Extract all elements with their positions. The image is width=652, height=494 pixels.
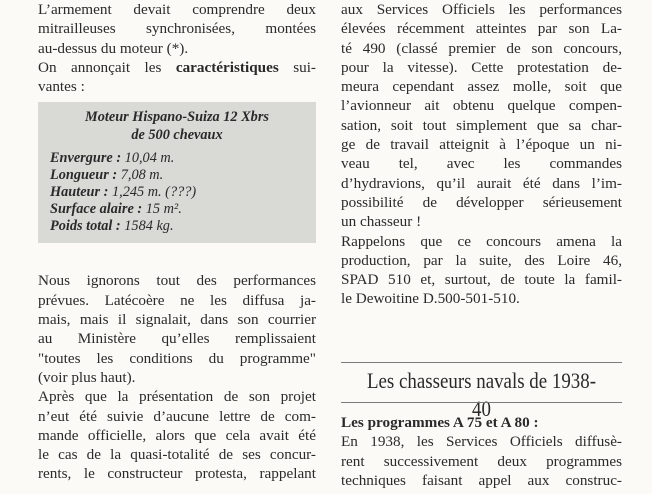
spec-label: Hauteur :: [50, 184, 109, 201]
right-column: [341, 0, 622, 309]
text-line: élevées récemment atteintes par son La-: [341, 20, 622, 38]
bold-term: caractéristiques: [175, 58, 279, 76]
spec-value: 7,08 m.: [117, 167, 164, 184]
section-divider-bottom: [341, 402, 622, 403]
paragraph-protest-continued: [341, 0, 622, 232]
paragraph-contest-result: [341, 232, 622, 309]
text-line: l’avionneur ait obtenu quelque compen-: [341, 97, 622, 115]
text-line: ge de travail atteignit à l’époque un ni-: [341, 136, 622, 154]
spec-label: Surface alaire :: [50, 201, 143, 218]
text-line: SPAD 510 et, surtout, de toute la famil-: [341, 271, 622, 289]
text-line: le cas de la quasi-totalité de ses concur-: [38, 446, 316, 464]
text-line: [38, 58, 316, 77]
text-line: mitrailleuses synchronisées, montées: [38, 20, 316, 38]
specifications-box: [38, 102, 316, 243]
text-line: rent successivement deux programmes: [341, 452, 622, 470]
spec-row-wing-area: [50, 201, 304, 218]
paragraph-armament: [38, 0, 316, 58]
subheading: Les programmes A 75 et A 80 :: [341, 414, 539, 431]
text-line: techniques faisant appel aux construc-: [341, 471, 622, 489]
text-fragment: sui-: [278, 58, 316, 76]
text-line: (voir plus haut).: [38, 368, 136, 386]
text-line: pour la vitesse). Cette protestation de-: [341, 58, 622, 76]
text-line: vantes :: [38, 78, 85, 96]
text-line: un chasseur !: [341, 213, 422, 231]
text-line: "toutes les conditions du programme": [38, 349, 316, 367]
spec-row-height: [50, 184, 304, 201]
section-divider-top: [341, 362, 622, 363]
paragraph-performances: [38, 271, 316, 387]
text-line: veau tel, avec les commandes: [341, 155, 622, 173]
text-line: aux Services Officiels les performances: [341, 1, 622, 18]
spec-row-span: [50, 150, 304, 167]
text-line: L’armement devait comprendre deux: [38, 1, 316, 18]
text-line: n’eut été suivie d’aucune lettre de com-: [38, 407, 316, 425]
spec-title-line: de 500 chevaux: [131, 127, 223, 144]
text-line: possibilité de développer sérieusement: [341, 193, 622, 211]
spec-row-length: [50, 167, 304, 184]
text-line: sation, soit tout simplement que sa char-: [341, 116, 622, 134]
text-line: au-dessus du moteur (*).: [38, 39, 189, 57]
text-line: té 490 (classé premier de son concours,: [341, 39, 622, 57]
text-line: Nous ignorons tout des performances: [38, 272, 316, 290]
text-line: au Ministère qu’elles remplissaient: [38, 330, 316, 348]
spec-label: Poids total :: [50, 218, 121, 235]
spec-title-line: Moteur Hispano-Suiza 12 Xbrs: [85, 109, 269, 126]
left-column: [38, 0, 316, 484]
section-heading: Les chasseurs navals de 1938-40: [366, 368, 597, 421]
text-fragment: On annonçait les: [38, 58, 176, 76]
text-line: En 1938, les Services Officiels diffusè-: [341, 433, 622, 451]
text-line: prévues. Latécoère ne les diffusa ja-: [38, 291, 316, 309]
paragraph-protest: [38, 387, 316, 483]
spec-row-total-weight: [50, 218, 304, 235]
text-line: rents, le constructeur protesta, rappelant: [38, 465, 316, 483]
text-line: mande officielle, alors que cela avait été: [38, 426, 316, 444]
spec-value: 1584 kg.: [120, 218, 174, 235]
text-line: Après que la présentation de son projet: [38, 388, 316, 406]
spec-label: Longueur :: [50, 167, 118, 184]
spec-value: 1,245 m. (???): [108, 184, 197, 201]
paragraph-characteristics-intro: [38, 58, 316, 97]
text-line: d’hydravions, qu’il aurait été dans l’im-: [341, 174, 622, 192]
spec-label: Envergure :: [50, 150, 122, 167]
text-line: Rappelons que ce concours amena la: [341, 232, 622, 250]
section-body: [341, 413, 622, 490]
text-line: mais, mais il signalait, dans son courrier: [38, 311, 316, 329]
spec-value: 15 m².: [142, 201, 182, 218]
text-line: le Dewoitine D.500-501-510.: [341, 290, 520, 308]
text-line: meura cependant assez molle, soit que: [341, 78, 622, 96]
text-line: production, par la suite, des Loire 46,: [341, 251, 622, 269]
paragraph-programmes: [341, 432, 622, 490]
spec-value: 10,04 m.: [121, 150, 175, 167]
